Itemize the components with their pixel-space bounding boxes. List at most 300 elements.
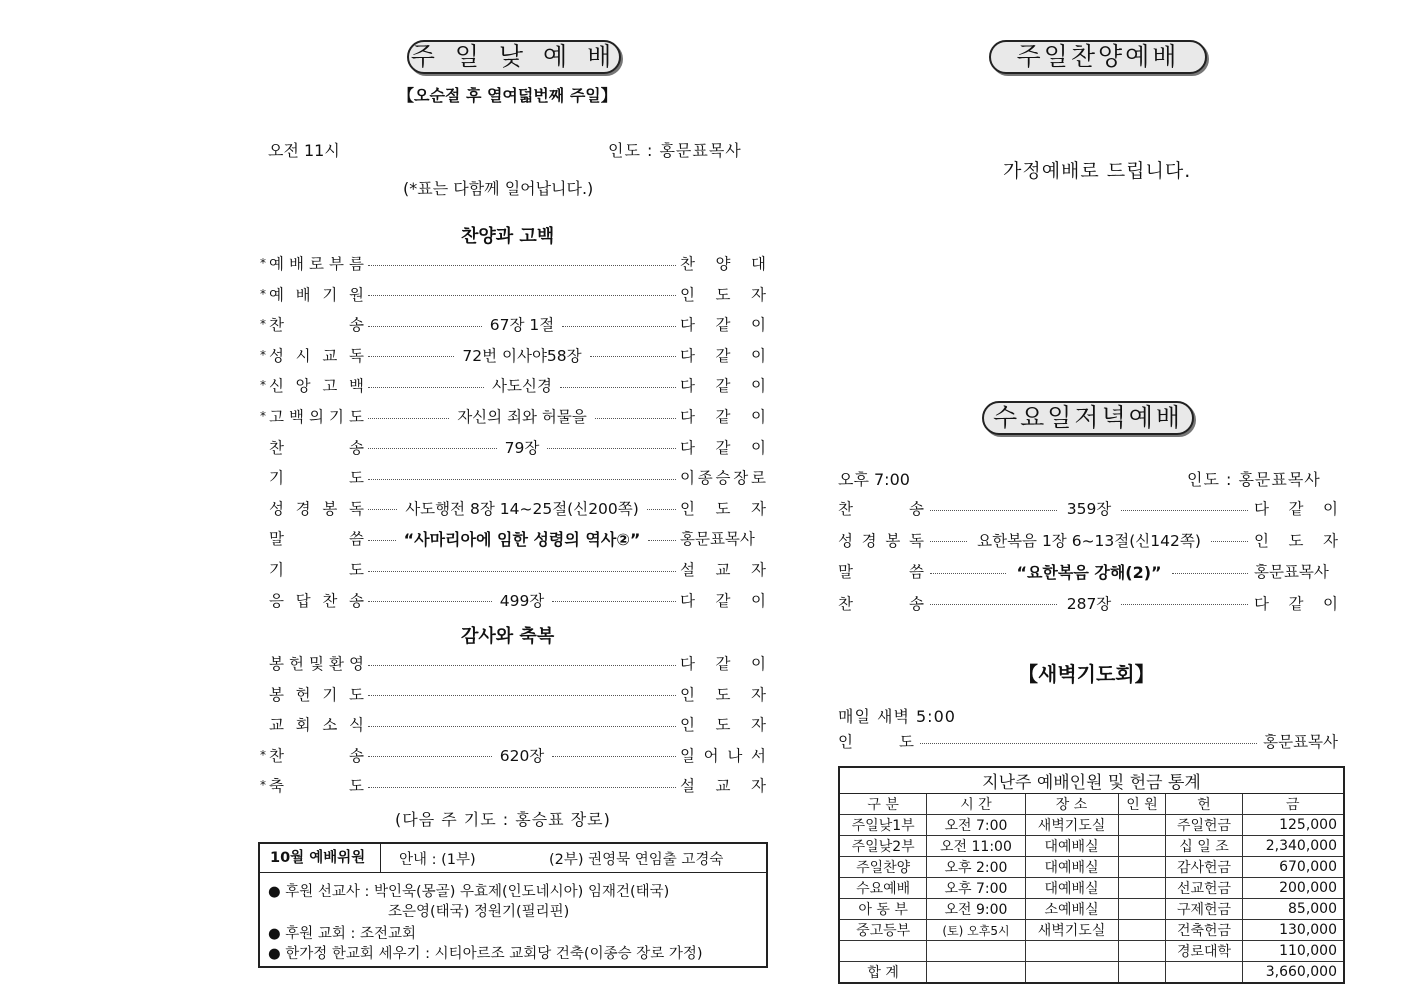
performer-char: 자	[751, 561, 766, 579]
stats-cell: 85,000	[1242, 899, 1344, 920]
label-char: 송	[349, 438, 364, 457]
label-char: 로	[309, 255, 324, 273]
section-title-thanks: 감사와 축복	[461, 626, 555, 647]
praise-service-title: 주일찬양예배	[989, 40, 1207, 74]
performer-char: 다	[680, 408, 695, 426]
order-row	[260, 282, 766, 306]
item-performer	[680, 744, 766, 766]
label-char: 축	[269, 777, 284, 796]
stats-cell: 3,660,000	[1242, 962, 1344, 984]
label-char: 성	[838, 531, 853, 550]
performer-char: 같	[1288, 594, 1304, 613]
item-detail: 자신의 죄와 허물을	[457, 408, 587, 426]
committee-guide: 안내 : (1부)	[399, 851, 476, 868]
order-row	[260, 465, 766, 489]
item-performer	[680, 652, 766, 674]
item-label	[269, 589, 364, 611]
item-performer	[680, 283, 766, 305]
performer-char: 설	[680, 561, 695, 579]
leader-dots	[590, 356, 676, 357]
performer-char: 자	[751, 685, 766, 704]
table-row	[839, 899, 1344, 920]
table-row	[839, 836, 1344, 857]
label-char: 기	[322, 285, 338, 304]
order-row	[260, 743, 766, 767]
performer-char: 같	[715, 316, 731, 335]
item-performer	[680, 313, 766, 335]
label-char: 고	[269, 408, 284, 426]
stats-cell: 오후 2:00	[927, 857, 1025, 878]
item-detail: 287장	[1066, 594, 1112, 613]
order-row	[260, 682, 766, 706]
label-char: 기	[269, 469, 284, 488]
label-char: 시	[295, 346, 311, 365]
performer-char: 이	[680, 469, 695, 488]
label-char: 성	[269, 499, 284, 518]
performer-char: 같	[715, 655, 731, 673]
label-char: 찬	[269, 316, 284, 335]
performer-char: 다	[680, 438, 695, 457]
standing-mark: *	[260, 409, 266, 423]
label-char: 말	[838, 563, 853, 581]
performer-char: 이	[1323, 500, 1338, 518]
stats-cell: 중고등부	[839, 920, 927, 941]
stats-cell: 새벽기도실	[1025, 920, 1118, 941]
item-label	[269, 744, 364, 766]
performer-char: 이	[751, 655, 766, 673]
table-row	[839, 815, 1344, 836]
label-char: 환	[329, 655, 344, 673]
label-char: 송	[349, 746, 364, 765]
performer-char: 양	[715, 255, 731, 273]
praise-note: 가정예배로 드립니다.	[1003, 160, 1192, 182]
performer-char: 대	[751, 255, 766, 273]
stats-header-cell: 인 원	[1118, 794, 1166, 815]
stats-cell: 합 계	[839, 962, 927, 984]
label-char: 예	[269, 285, 284, 304]
item-detail: 499장	[499, 591, 545, 610]
performer-char: 나	[727, 746, 743, 765]
performer-char: 인	[1254, 531, 1269, 550]
item-performer	[680, 374, 766, 396]
label-char: 원	[349, 285, 364, 304]
leader-dots	[368, 295, 676, 296]
label-char: 도	[349, 408, 364, 426]
leader-dots	[368, 571, 676, 572]
subtitle: 【오순절 후 열여덟번째 주일】	[398, 86, 617, 105]
item-label	[269, 497, 364, 519]
item-performer	[680, 527, 766, 549]
standing-note: (*표는 다함께 일어납니다.)	[403, 179, 594, 198]
committee-guide-2: (2부) 권영묵 연임출 고경숙	[549, 851, 724, 868]
item-label	[269, 344, 364, 366]
item-detail: 359장	[1066, 500, 1112, 518]
stats-cell: 아 동 부	[839, 899, 927, 920]
wednesday-leader: 인도 : 홍문표목사	[1187, 470, 1321, 489]
leader-dots	[368, 540, 396, 541]
label-char: 경	[295, 499, 311, 518]
performer-char: 도	[715, 685, 731, 704]
stats-cell: 대예배실	[1025, 836, 1118, 857]
standing-mark: *	[260, 317, 266, 332]
item-detail: 사도행전 8장 14~25절(신200쪽)	[405, 499, 639, 518]
table-row	[839, 941, 1344, 962]
stats-cell: 구제헌금	[1166, 899, 1242, 920]
stats-cell	[927, 962, 1025, 984]
stats-cell: 110,000	[1242, 941, 1344, 962]
performer-char: 인	[680, 285, 695, 304]
label-char: 부	[329, 255, 344, 273]
table-row	[839, 857, 1344, 878]
label-char: 응	[269, 591, 284, 610]
stats-cell	[1118, 941, 1166, 962]
leader-dots	[552, 756, 676, 757]
stats-cell: 주일찬양	[839, 857, 927, 878]
item-label	[269, 774, 364, 796]
item-performer	[680, 252, 766, 274]
label-char: 씀	[349, 530, 364, 549]
label-char: 독	[349, 346, 364, 365]
performer-char: 찬	[680, 255, 695, 273]
order-row	[260, 373, 766, 397]
item-label	[269, 374, 364, 396]
wednesday-time: 오후 7:00	[838, 470, 910, 489]
performer-char: 로	[751, 469, 766, 488]
item-label	[269, 683, 364, 705]
stats-cell: 130,000	[1242, 920, 1344, 941]
stats-cell: 오후 7:00	[927, 878, 1025, 899]
label-char: 름	[349, 255, 364, 273]
leader-dots	[562, 326, 676, 327]
item-label	[269, 558, 364, 580]
order-row	[260, 435, 766, 459]
stats-cell	[1118, 962, 1166, 984]
label-char: 송	[349, 316, 364, 335]
dawn-prayer-title: 【새벽기도회】	[1018, 662, 1155, 686]
stats-cell: (토) 오후5시	[927, 920, 1025, 941]
label-char: 식	[349, 716, 364, 735]
stats-cell: 2,340,000	[1242, 836, 1344, 857]
performer-char: 인	[680, 716, 695, 735]
standing-mark: *	[260, 778, 266, 793]
stats-header-cell: 장 소	[1025, 794, 1118, 815]
leader-dots	[1121, 604, 1248, 605]
label-char: 및	[309, 655, 324, 673]
stats-cell	[1166, 962, 1242, 984]
item-label	[838, 592, 924, 614]
label-char: 찬	[269, 746, 284, 765]
label-char: 독	[349, 499, 364, 518]
leader-dots	[560, 387, 676, 388]
stats-cell	[1118, 920, 1166, 941]
label-char: 배	[295, 285, 311, 304]
label-char: 신	[269, 377, 284, 396]
performer-char: 홍문표목사	[680, 530, 755, 549]
dawn-label	[838, 730, 914, 752]
label-char: 송	[909, 594, 924, 613]
item-label	[269, 405, 364, 427]
performer-char: 종	[697, 469, 713, 488]
dawn-leader-row	[838, 728, 1338, 754]
stats-cell	[1118, 857, 1166, 878]
table-row	[839, 878, 1344, 899]
label-char: 도	[349, 777, 364, 796]
next-prayer: (다음 주 기도 : 홍승표 장로)	[395, 810, 611, 829]
order-row	[838, 558, 1338, 584]
order-row	[260, 404, 766, 428]
label-char: 의	[309, 408, 324, 426]
item-detail: 79장	[504, 438, 540, 457]
missionary-line-1: ● 후원 선교사 : 박인욱(몽골) 우효제(인도네시아) 임재건(태국)	[268, 884, 670, 900]
stats-cell: 주일낮2부	[839, 836, 927, 857]
leader-dots	[920, 743, 1257, 744]
committee-title: 10월 예배위원	[260, 844, 381, 872]
performer-char: 다	[680, 316, 695, 335]
label-char: 경	[861, 531, 877, 550]
label-char: 헌	[295, 685, 311, 704]
stats-cell: 소예배실	[1025, 899, 1118, 920]
stats-cell: 감사헌금	[1166, 857, 1242, 878]
item-label	[838, 560, 924, 582]
performer-char: 이	[1323, 594, 1338, 613]
label-char: 찬	[269, 438, 284, 457]
performer-char: 장	[733, 469, 749, 488]
item-performer	[1254, 529, 1338, 551]
performer-char: 도	[715, 285, 731, 304]
stats-cell: 건축헌금	[1166, 920, 1242, 941]
item-label	[838, 529, 924, 551]
label-char: 배	[289, 255, 304, 273]
item-label	[269, 252, 364, 274]
standing-mark: *	[260, 286, 266, 301]
worship-committee-box	[258, 842, 768, 968]
item-detail: 67장 1절	[489, 316, 555, 335]
item-performer	[680, 589, 766, 611]
label-char: 말	[269, 530, 284, 549]
leader-dots	[368, 665, 676, 666]
label-char: 기	[329, 408, 344, 426]
item-label	[269, 283, 364, 305]
leader-dots	[1211, 541, 1248, 542]
dawn-leader: 홍문표목사	[1263, 733, 1338, 751]
order-row	[838, 590, 1338, 616]
supported-church: ● 후원 교회 : 조전교회	[268, 926, 417, 942]
label-char: 교	[322, 346, 338, 365]
standing-mark: *	[260, 378, 266, 393]
leader-dots	[648, 540, 676, 541]
leader-dots	[552, 601, 676, 602]
leader-dots	[368, 418, 449, 419]
leader-dots	[368, 695, 676, 696]
leader-dots	[1121, 510, 1248, 511]
page-title-sunday-service: 주 일 낮 예 배	[407, 40, 621, 74]
item-performer	[680, 436, 766, 458]
item-detail: “사마리아에 임한 성령의 역사②”	[403, 529, 641, 549]
item-performer	[680, 344, 766, 366]
leader-dots	[930, 573, 1006, 574]
section-title-praise: 찬양과 고백	[461, 226, 555, 247]
leader-dots	[368, 326, 482, 327]
performer-char: 이	[751, 408, 766, 426]
item-label	[269, 713, 364, 735]
leader-dots	[368, 601, 492, 602]
item-performer	[680, 683, 766, 705]
item-performer	[680, 497, 766, 519]
service-leader: 인도 : 홍문표목사	[608, 141, 742, 160]
stats-cell	[1118, 815, 1166, 836]
label-char: 찬	[838, 500, 853, 518]
label-char: 찬	[322, 591, 338, 610]
label-char: 소	[322, 716, 338, 735]
performer-char: 다	[680, 655, 695, 673]
performer-char: 승	[715, 469, 731, 488]
stats-cell: 오전 7:00	[927, 815, 1025, 836]
leader-dots	[368, 479, 676, 480]
performer-char: 도	[1288, 531, 1304, 550]
item-performer	[680, 774, 766, 796]
label-char: 기	[322, 685, 338, 704]
stats-header-cell: 헌	[1166, 794, 1242, 815]
item-performer	[1254, 592, 1338, 614]
performer-char: 교	[715, 561, 731, 579]
leader-dots	[930, 604, 1057, 605]
stats-cell: 오전 11:00	[927, 836, 1025, 857]
performer-char: 이	[751, 591, 766, 610]
performer-char: 일	[680, 746, 695, 765]
table-row	[839, 962, 1344, 984]
stats-cell	[1118, 899, 1166, 920]
stats-header-cell: 시 간	[927, 794, 1025, 815]
label-char: 백	[289, 408, 304, 426]
label-char: 예	[269, 255, 284, 273]
stats-cell: 새벽기도실	[1025, 815, 1118, 836]
order-row	[260, 496, 766, 520]
label-char: 백	[349, 377, 364, 396]
stats-cell: 주일낮1부	[839, 815, 927, 836]
label-char: 고	[322, 377, 338, 396]
label-char: 봉	[269, 685, 284, 704]
leader-dots	[930, 510, 1057, 511]
item-performer	[1254, 560, 1338, 582]
performer-char: 같	[715, 591, 731, 610]
performer-char: 도	[715, 499, 731, 518]
service-time: 오전 11시	[268, 141, 340, 160]
stats-cell: 오전 9:00	[927, 899, 1025, 920]
order-row	[260, 312, 766, 336]
stats-cell: 대예배실	[1025, 857, 1118, 878]
table-row	[839, 920, 1344, 941]
item-label	[269, 527, 364, 549]
performer-char: 도	[715, 716, 731, 735]
label-char: 성	[269, 346, 284, 365]
performer-char: 자	[751, 777, 766, 796]
stats-cell: 대예배실	[1025, 878, 1118, 899]
stats-cell	[927, 941, 1025, 962]
item-detail: 요한복음 1장 6~13절(신142쪽)	[977, 531, 1201, 550]
order-row	[260, 557, 766, 581]
label-char: 도	[349, 469, 364, 488]
performer-char: 홍문표목사	[1254, 563, 1329, 581]
leader-dots	[368, 356, 454, 357]
leader-dots	[930, 541, 967, 542]
performer-char: 자	[751, 716, 766, 735]
stats-cell	[839, 941, 927, 962]
label-char: 헌	[289, 655, 304, 673]
label-char: 송	[349, 591, 364, 610]
dawn-time: 매일 새벽 5:00	[838, 707, 956, 726]
label-char: 찬	[838, 594, 853, 613]
leader-dots	[647, 509, 676, 510]
leader-dots	[368, 726, 676, 727]
stats-cell: 경로대학	[1166, 941, 1242, 962]
label-char: 도	[349, 685, 364, 704]
item-performer	[1254, 497, 1338, 519]
statistics-table	[838, 766, 1345, 984]
item-detail: “요한복음 강해(2)”	[1016, 562, 1162, 582]
leader-dots	[368, 756, 492, 757]
performer-char: 인	[680, 499, 695, 518]
item-detail: 72번 이사야58장	[462, 346, 582, 365]
item-detail: 620장	[499, 746, 545, 765]
order-row	[260, 343, 766, 367]
performer-char: 이	[751, 316, 766, 335]
order-row	[260, 651, 766, 675]
performer-char: 인	[680, 685, 695, 704]
leader-dots	[368, 387, 484, 388]
item-performer	[680, 466, 766, 488]
stats-cell	[1025, 941, 1118, 962]
label-char: 독	[909, 531, 924, 550]
performer-char: 교	[715, 777, 731, 796]
label-char: 답	[295, 591, 311, 610]
order-row	[260, 712, 766, 736]
performer-char: 같	[715, 408, 731, 426]
stats-header-cell: 구 분	[839, 794, 927, 815]
performer-char: 자	[751, 285, 766, 304]
order-row	[260, 588, 766, 612]
performer-char: 다	[1254, 594, 1269, 613]
leader-dots	[368, 509, 397, 510]
performer-char: 다	[680, 591, 695, 610]
order-row	[260, 251, 766, 275]
performer-char: 설	[680, 777, 695, 796]
performer-char: 이	[751, 438, 766, 457]
order-row	[260, 773, 766, 797]
item-performer	[680, 713, 766, 735]
leader-dots	[595, 418, 676, 419]
item-label	[269, 436, 364, 458]
standing-mark: *	[260, 256, 266, 270]
dawn-label-char: 인	[838, 733, 853, 751]
label-char: 영	[349, 655, 364, 673]
leader-dots	[1172, 573, 1248, 574]
item-performer	[680, 405, 766, 427]
stats-cell: 수요예배	[839, 878, 927, 899]
item-detail: 사도신경	[492, 377, 552, 396]
label-char: 봉	[322, 499, 338, 518]
performer-char: 다	[680, 377, 695, 396]
missionary-line-2: 조은영(태국) 정원기(필리핀)	[388, 904, 570, 920]
item-label	[269, 652, 364, 674]
item-label	[269, 313, 364, 335]
order-row	[260, 526, 766, 550]
performer-char: 이	[751, 346, 766, 365]
dawn-label-char: 도	[899, 733, 914, 751]
stats-cell: 주일헌금	[1166, 815, 1242, 836]
label-char: 송	[909, 500, 924, 518]
label-char: 기	[269, 561, 284, 579]
stats-cell	[1118, 836, 1166, 857]
